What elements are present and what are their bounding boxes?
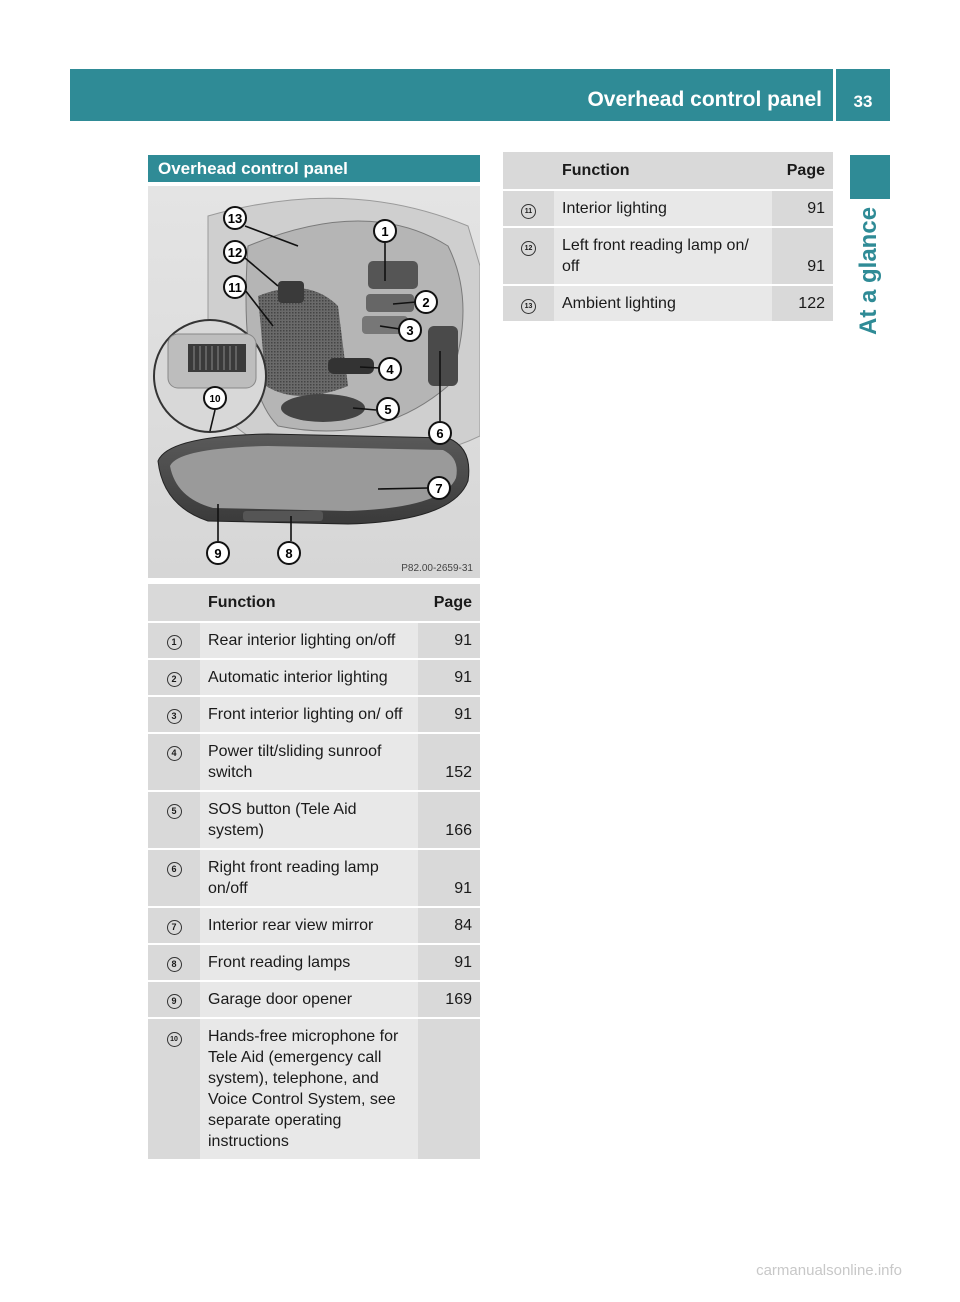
table-row [148,982,480,1019]
button-shape-1 [368,261,418,289]
callout-5: 5 [384,402,392,417]
row-function: Power tilt/sliding sunroof switch [200,734,418,792]
page-title: Overhead control panel [587,88,822,111]
table-row [148,945,480,982]
page-number: 33 [853,92,873,111]
mirror-lamp-strip [243,511,323,521]
row-function: SOS button (Tele Aid system) [200,792,418,850]
row-number: 8 [167,957,182,972]
callout-11: 11 [228,280,242,295]
row-function: Rear interior lighting on/off [200,623,418,660]
row-page: 152 [418,734,480,792]
callout-4: 4 [386,362,394,377]
callout-6: 6 [436,426,444,441]
row-page: 91 [772,228,833,286]
table-row [148,660,480,697]
callout-8: 8 [285,546,293,561]
row-number: 2 [167,672,182,687]
row-page: 166 [418,792,480,850]
header-num-cell [148,584,200,623]
row-page: 91 [418,623,480,660]
row-number: 11 [521,204,536,219]
row-number: 5 [167,804,182,819]
speaker-mesh [258,288,348,396]
overhead-panel-figure [148,186,480,578]
callout-3: 3 [406,323,414,338]
table-row [503,228,833,286]
reading-lamp-left-shape [278,281,304,303]
callout-7: 7 [435,481,443,496]
header-num-cell [503,152,554,191]
header-page: Page [418,584,480,623]
section-heading: Overhead control panel [148,155,480,182]
function-table-right [503,152,833,323]
row-number: 7 [167,920,182,935]
row-number: 4 [167,746,182,761]
table-row [148,1019,480,1161]
header-function: Function [200,584,418,623]
table-row [148,697,480,734]
footer-watermark: carmanualsonline.info [756,1262,902,1279]
row-number: 13 [521,299,536,314]
header-function: Function [554,152,772,191]
callout-1: 1 [381,224,389,239]
row-function: Left front reading lamp on/ off [554,228,772,286]
callout-10: 10 [209,394,221,405]
sunroof-switch-shape [328,358,374,374]
table-row [148,734,480,792]
row-page: 91 [418,945,480,982]
table-header-row [148,584,480,623]
microphone-grille [188,344,246,372]
row-function: Interior rear view mirror [200,908,418,945]
row-function: Automatic interior lighting [200,660,418,697]
row-page: 84 [418,908,480,945]
callout-2: 2 [422,295,430,310]
sos-button-shape [281,394,365,422]
table-row [148,792,480,850]
row-function: Hands-free microphone for Tele Aid (emergency call system), telephone, and Voice Control System, see separate operating instructions [200,1019,418,1161]
row-number: 6 [167,862,182,877]
reading-lamp-shape [428,326,458,386]
figure-code: P82.00-2659-31 [401,563,473,574]
side-tab-label: At a glance [855,206,882,335]
row-number: 9 [167,994,182,1009]
row-page: 91 [418,850,480,908]
row-function: Front reading lamps [200,945,418,982]
row-number: 1 [167,635,182,650]
row-function: Garage door opener [200,982,418,1019]
table-row [503,191,833,228]
row-page [418,1019,480,1161]
callout-9: 9 [214,546,222,561]
mirror-glass [170,446,457,511]
callout-12: 12 [227,245,243,260]
row-function: Right front reading lamp on/off [200,850,418,908]
row-number: 3 [167,709,182,724]
row-function: Ambient lighting [554,286,772,323]
callout-13: 13 [227,211,243,226]
table-row [148,850,480,908]
row-page: 91 [772,191,833,228]
row-function: Interior lighting [554,191,772,228]
row-page: 169 [418,982,480,1019]
table-row [148,908,480,945]
row-number: 10 [167,1032,182,1047]
row-function: Front interior lighting on/ off [200,697,418,734]
row-page: 91 [418,660,480,697]
table-header-row [503,152,833,191]
table-row [503,286,833,323]
row-page: 91 [418,697,480,734]
table-row [148,623,480,660]
header-page: Page [772,152,833,191]
row-number: 12 [521,241,536,256]
function-table-left [148,584,480,1161]
row-page: 122 [772,286,833,323]
